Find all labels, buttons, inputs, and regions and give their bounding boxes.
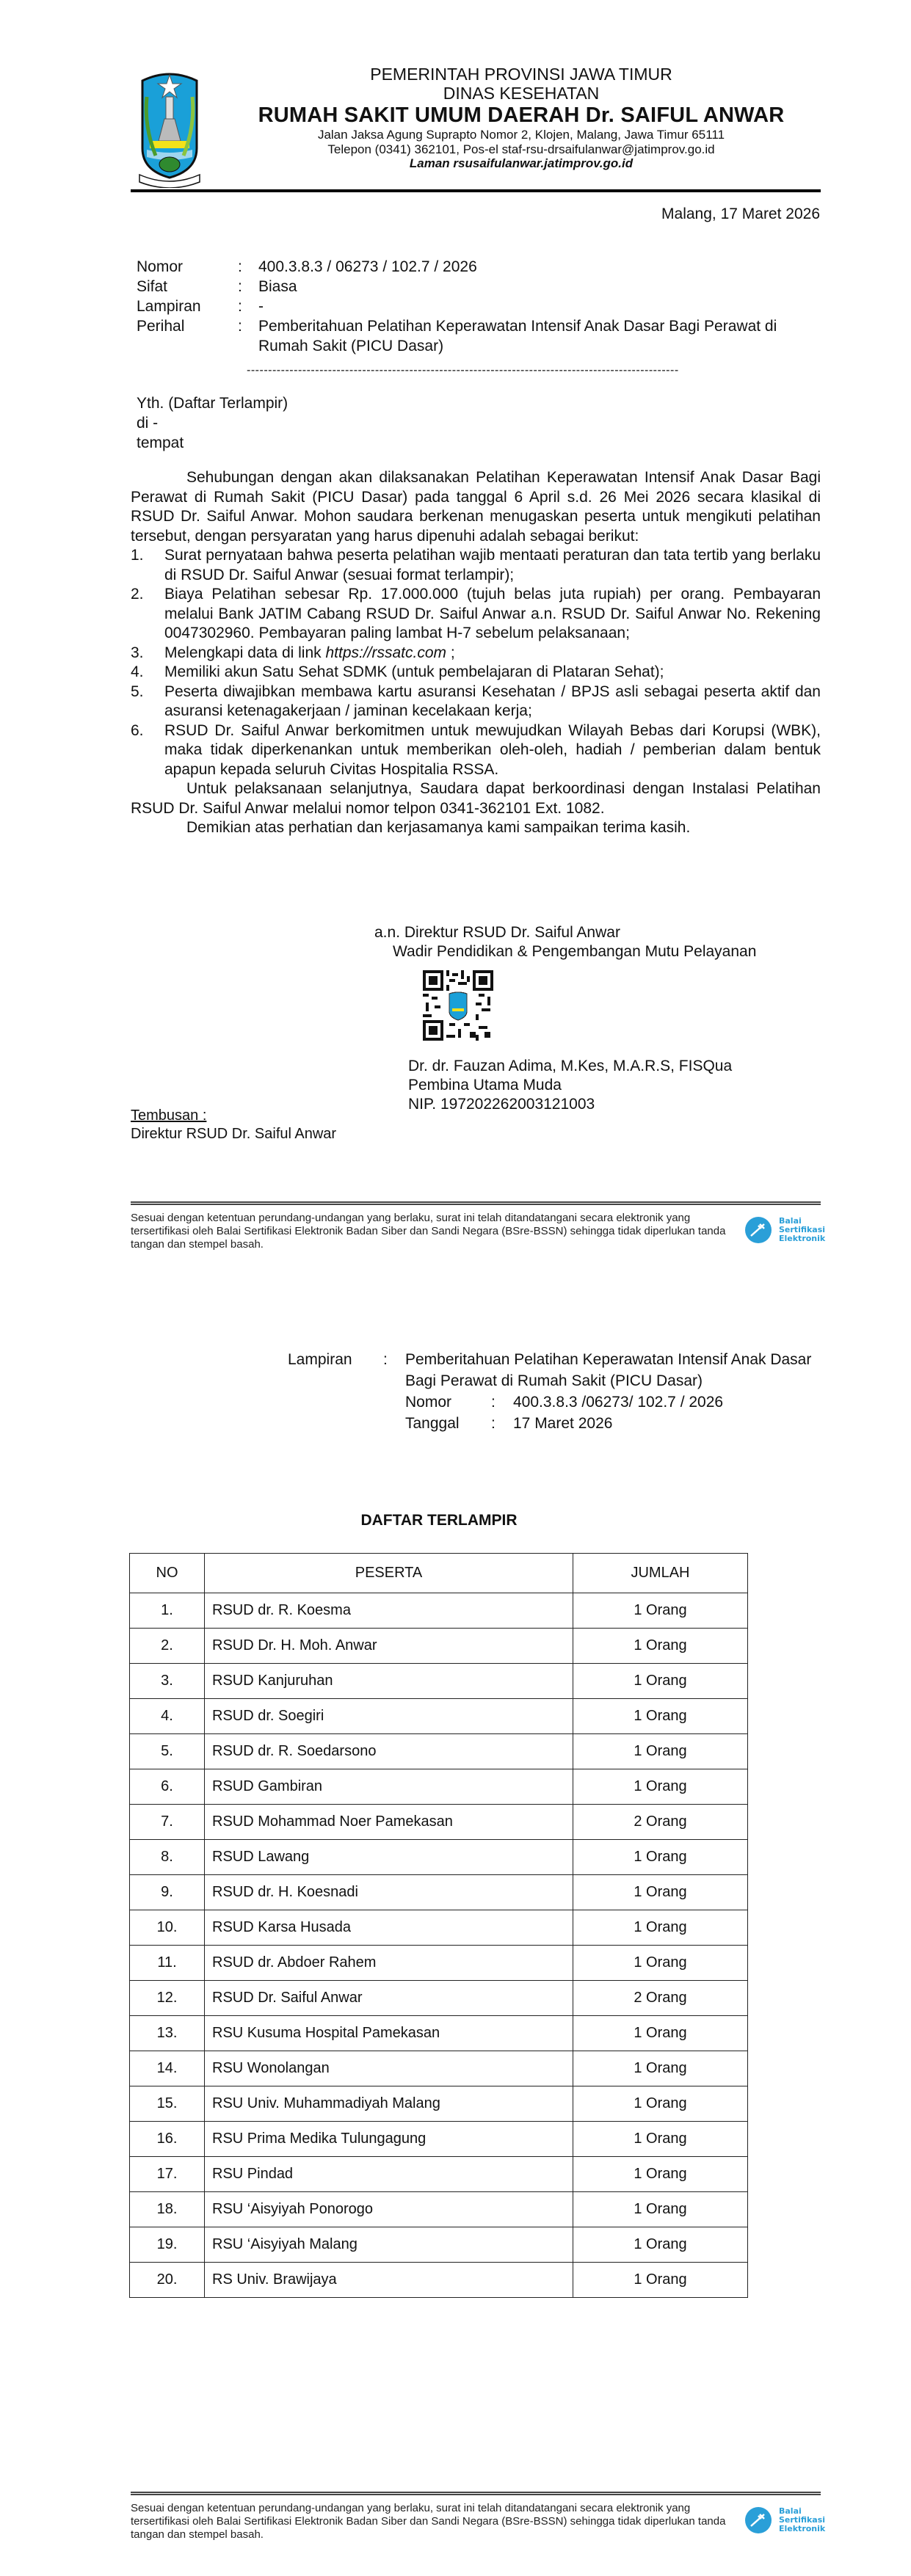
cell-no: 10. [130, 1910, 205, 1946]
requirement-text-suffix: ; [446, 644, 455, 661]
table-row [130, 1840, 748, 1875]
letter-body [131, 468, 821, 838]
subject-underline-dashes: ----------------------------------------------------------------------------------------------------- [247, 364, 679, 376]
table-row [130, 1699, 748, 1734]
signature-block [374, 923, 756, 961]
requirement-item [131, 683, 821, 721]
cell-no: 3. [130, 1664, 205, 1699]
cell-peserta: RSUD Karsa Husada [205, 1910, 573, 1946]
carbon-copy [131, 1107, 336, 1143]
cell-peserta: RSU ‘Aisyiyah Ponorogo [205, 2192, 573, 2227]
bsre-text-line: Sertifikasi [779, 2515, 826, 2525]
cell-no: 17. [130, 2157, 205, 2192]
table-row [130, 1734, 748, 1769]
table-row [130, 2086, 748, 2122]
attachment-subject: Pemberitahuan Pelatihan Keperawatan Intensif Anak Dasar Bagi Perawat di Rumah Sakit (PICU Dasar) [405, 1351, 812, 1389]
cell-jumlah: 1 Orang [573, 1629, 748, 1664]
meta-colon: : [238, 258, 242, 275]
cell-no: 15. [130, 2086, 205, 2122]
cell-peserta: RSU Kusuma Hospital Pamekasan [205, 2016, 573, 2051]
table-row [130, 1981, 748, 2016]
cell-peserta: RSUD Mohammad Noer Pamekasan [205, 1805, 573, 1840]
cell-no: 9. [130, 1875, 205, 1910]
table-header-row [130, 1554, 748, 1593]
cell-jumlah: 1 Orang [573, 2157, 748, 2192]
cell-peserta: RSUD dr. Abdoer Rahem [205, 1946, 573, 1981]
cell-jumlah: 1 Orang [573, 1593, 748, 1629]
signatory-rank: Pembina Utama Muda [408, 1077, 562, 1094]
attachment-value-block [405, 1349, 824, 1434]
footer-esign-notice: Sesuai dengan ketentuan perundang-undangan yang berlaku, surat ini telah ditandatangani secara elektronik yang tersertifikasi oleh Balai Sertifikasi Elektronik Badan Siber dan Sandi Negara (BSre-BSSN) sehingga tidak diperlukan tanda tangan dan stempel basah. [131, 2502, 726, 2541]
bsre-text-line: Balai [779, 1216, 802, 1226]
letterhead-contact: Telepon (0341) 362101, Pos-el staf-rsu-drsaifulanwar@jatimprov.go.id [327, 142, 715, 156]
carbon-copy-label: Tembusan : [131, 1107, 207, 1124]
table-row [130, 1910, 748, 1946]
cell-no: 2. [130, 1629, 205, 1664]
letterhead-website: Laman rsusaifulanwar.jatimprov.go.id [409, 156, 634, 171]
cell-jumlah: 1 Orang [573, 1875, 748, 1910]
attachment-header [288, 1349, 824, 1434]
meta-value: Biasa [258, 278, 297, 295]
meta-colon: : [238, 318, 242, 335]
attachment-nomor-key: Nomor [405, 1394, 452, 1411]
cell-no: 7. [130, 1805, 205, 1840]
requirement-item [131, 663, 821, 683]
cell-no: 8. [130, 1840, 205, 1875]
cell-peserta: RSUD dr. Soegiri [205, 1699, 573, 1734]
meta-row-sifat [137, 277, 821, 296]
bsre-text [779, 2507, 825, 2533]
letter-meta [137, 257, 821, 356]
table-row [130, 2122, 748, 2157]
footer-divider [131, 2492, 821, 2495]
bsre-text-line: Elektronik [779, 1234, 826, 1243]
cell-peserta: RSUD Gambiran [205, 1769, 573, 1805]
meta-row-lampiran [137, 296, 821, 316]
requirement-text: Biaya Pelatihan sebesar Rp. 17.000.000 (tujuh belas juta rupiah) per orang. Pembayaran melalui Bank JATIM Cabang RSUD Dr. Saiful Anwar a.n. RSUD Dr. Saiful Anwar No. Rekening 0047302960. Pembayaran paling lambat H-7 sebelum pelaksanaan; [164, 586, 821, 641]
requirement-number: 6. [131, 721, 144, 739]
letterhead-government: PEMERINTAH PROVINSI JAWA TIMUR [370, 65, 672, 84]
cell-jumlah: 1 Orang [573, 1910, 748, 1946]
attachment-tanggal-row [405, 1413, 824, 1434]
bsre-logo [745, 2501, 826, 2539]
cell-peserta: RSUD Kanjuruhan [205, 1664, 573, 1699]
participant-table [129, 1553, 748, 2298]
cell-jumlah: 1 Orang [573, 2263, 748, 2298]
place-date: Malang, 17 Maret 2026 [661, 205, 820, 222]
requirement-text: RSUD Dr. Saiful Anwar berkomitmen untuk mewujudkan Wilayah Bebas dari Korupsi (WBK), maka tidak diperkenankan untuk memberikan oleh-oleh, hadiah / pemberian dalam bentuk apapun kepada seluruh Civitas Hospitalia RSSA. [164, 721, 821, 778]
qr-code-signature-icon [423, 970, 493, 1041]
bsre-text-line: Elektronik [779, 2524, 826, 2533]
table-row [130, 2157, 748, 2192]
requirements-list [131, 546, 821, 779]
cell-jumlah: 1 Orang [573, 1699, 748, 1734]
cell-no: 11. [130, 1946, 205, 1981]
requirement-number: 1. [131, 547, 144, 564]
cell-peserta: RSUD dr. R. Koesma [205, 1593, 573, 1629]
attachment-tanggal-key: Tanggal [405, 1415, 460, 1432]
cell-peserta: RSUD Lawang [205, 1840, 573, 1875]
cell-peserta: RSUD dr. R. Soedarsono [205, 1734, 573, 1769]
recipient [137, 393, 288, 453]
column-header-jumlah: JUMLAH [573, 1554, 748, 1593]
table-row [130, 2016, 748, 2051]
meta-colon: : [238, 298, 242, 315]
table-row [130, 2192, 748, 2227]
meta-key: Lampiran [137, 298, 201, 315]
cell-jumlah: 1 Orang [573, 1769, 748, 1805]
table-row [130, 1593, 748, 1629]
table-row [130, 2227, 748, 2263]
cell-jumlah: 1 Orang [573, 1946, 748, 1981]
letterhead-department: DINAS KESEHATAN [443, 84, 600, 103]
requirement-item [131, 644, 821, 663]
meta-colon: : [238, 278, 242, 295]
signatory-name: Dr. dr. Fauzan Adima, M.Kes, M.A.R.S, FISQua [408, 1058, 733, 1074]
recipient-place: tempat [137, 434, 184, 451]
requirement-text: Surat pernyataan bahwa peserta pelatihan wajib mentaati peraturan dan tata tertib yang berlaku di RSUD Dr. Saiful Anwar (sesuai format terlampir); [164, 547, 821, 583]
bsre-logo [745, 1211, 826, 1249]
attachment-nomor-value: 400.3.8.3 /06273/ 102.7 / 2026 [513, 1394, 724, 1411]
cell-jumlah: 1 Orang [573, 2051, 748, 2086]
jawa-timur-emblem-icon [137, 68, 203, 188]
meta-row-nomor [137, 257, 821, 277]
recipient-di: di - [137, 415, 159, 432]
closing-paragraph: Demikian atas perhatian dan kerjasamanya kami sampaikan terima kasih. [186, 819, 691, 836]
footer-esign-notice: Sesuai dengan ketentuan perundang-undangan yang berlaku, surat ini telah ditandatangani secara elektronik yang tersertifikasi oleh Balai Sertifikasi Elektronik Badan Siber dan Sandi Negara (BSre-BSSN) sehingga tidak diperlukan tanda tangan dan stempel basah. [131, 1212, 726, 1251]
cell-peserta: RSU Wonolangan [205, 2051, 573, 2086]
cell-peserta: RS Univ. Brawijaya [205, 2263, 573, 2298]
signatory [408, 1057, 732, 1114]
letterhead [220, 65, 822, 171]
cell-jumlah: 1 Orang [573, 2086, 748, 2122]
meta-key: Nomor [137, 258, 184, 275]
requirement-item [131, 721, 821, 780]
cell-no: 12. [130, 1981, 205, 2016]
table-row [130, 1664, 748, 1699]
attachment-key: Lampiran [288, 1351, 352, 1368]
cell-jumlah: 1 Orang [573, 1664, 748, 1699]
letterhead-divider [131, 189, 821, 192]
cell-jumlah: 1 Orang [573, 1734, 748, 1769]
table-row [130, 1769, 748, 1805]
cell-jumlah: 1 Orang [573, 2192, 748, 2227]
cell-no: 16. [130, 2122, 205, 2157]
cell-no: 13. [130, 2016, 205, 2051]
meta-value: Pemberitahuan Pelatihan Keperawatan Intensif Anak Dasar Bagi Perawat di Rumah Sakit (PICU Dasar) [258, 318, 777, 354]
cell-jumlah: 2 Orang [573, 1805, 748, 1840]
bsre-emblem-icon [745, 1217, 772, 1243]
table-row [130, 1629, 748, 1664]
cell-no: 14. [130, 2051, 205, 2086]
intro-paragraph: Sehubungan dengan akan dilaksanakan Pelatihan Keperawatan Intensif Anak Dasar Bagi Perawat di Rumah Sakit (PICU Dasar) pada tanggal 6 April s.d. 26 Mei 2026 secara klasikal di RSUD Dr. Saiful Anwar. Mohon saudara berkenan menugaskan peserta untuk mengikuti pelatihan tersebut, dengan persyaratan yang harus dipenuhi adalah sebagai berikut: [131, 469, 821, 545]
attachment-tanggal-value: 17 Maret 2026 [513, 1415, 613, 1432]
column-header-no: NO [130, 1554, 205, 1593]
requirement-text [164, 644, 821, 663]
cell-peserta: RSUD dr. H. Koesnadi [205, 1875, 573, 1910]
recipient-name: Yth. (Daftar Terlampir) [137, 395, 288, 412]
cell-jumlah: 1 Orang [573, 1840, 748, 1875]
coordination-paragraph: Untuk pelaksanaan selanjutnya, Saudara dapat berkoordinasi dengan Instalasi Pelatihan RSUD Dr. Saiful Anwar melalui nomor telpon 0341-362101 Ext. 1082. [131, 780, 821, 817]
requirement-number: 2. [131, 586, 144, 603]
attachment-nomor-row [405, 1391, 824, 1413]
signatory-nip: NIP. 197202262003121003 [408, 1096, 595, 1113]
requirement-text: Memiliki akun Satu Sehat SDMK (untuk pembelajaran di Plataran Sehat); [164, 663, 664, 680]
cell-no: 6. [130, 1769, 205, 1805]
cell-jumlah: 1 Orang [573, 2122, 748, 2157]
cell-peserta: RSU ‘Aisyiyah Malang [205, 2227, 573, 2263]
cell-peserta: RSU Prima Medika Tulungagung [205, 2122, 573, 2157]
cell-no: 4. [130, 1699, 205, 1734]
attachment-colon: : [383, 1351, 388, 1368]
cell-no: 19. [130, 2227, 205, 2263]
requirement-number: 3. [131, 644, 144, 661]
cell-jumlah: 2 Orang [573, 1981, 748, 2016]
footer-divider [131, 1201, 821, 1205]
cell-peserta: RSUD Dr. H. Moh. Anwar [205, 1629, 573, 1664]
attachment-colon: : [491, 1394, 496, 1411]
signature-position: Wadir Pendidikan & Pengembangan Mutu Pelayanan [393, 943, 757, 960]
requirement-text: Peserta diwajibkan membawa kartu asuransi Kesehatan / BPJS asli sebagai peserta aktif dan asuransi ketenagakerjaan / jaminan kecelakaan kerja; [164, 683, 821, 719]
cell-peserta: RSUD Dr. Saiful Anwar [205, 1981, 573, 2016]
cell-jumlah: 1 Orang [573, 2016, 748, 2051]
table-row [130, 1805, 748, 1840]
cell-jumlah: 1 Orang [573, 2227, 748, 2263]
attachment-colon: : [491, 1415, 496, 1432]
requirement-item [131, 546, 821, 585]
signature-on-behalf: a.n. Direktur RSUD Dr. Saiful Anwar [374, 924, 620, 941]
meta-key: Sifat [137, 278, 168, 295]
table-row [130, 1875, 748, 1910]
meta-row-perihal [137, 316, 821, 356]
meta-value: - [258, 298, 264, 315]
letterhead-address: Jalan Jaksa Agung Suprapto Nomor 2, Klojen, Malang, Jawa Timur 65111 [317, 128, 725, 142]
bsre-text-line: Sertifikasi [779, 1225, 826, 1234]
attachment-subject-row [288, 1349, 824, 1434]
cell-no: 20. [130, 2263, 205, 2298]
cell-no: 18. [130, 2192, 205, 2227]
cell-peserta: RSU Univ. Muhammadiyah Malang [205, 2086, 573, 2122]
carbon-copy-item: Direktur RSUD Dr. Saiful Anwar [131, 1126, 337, 1142]
column-header-peserta: PESERTA [205, 1554, 573, 1593]
meta-value: 400.3.8.3 / 06273 / 102.7 / 2026 [258, 258, 477, 275]
table-row [130, 2263, 748, 2298]
table-row [130, 2051, 748, 2086]
bsre-text [779, 1217, 825, 1243]
cell-no: 1. [130, 1593, 205, 1629]
bsre-emblem-icon [745, 2507, 772, 2533]
cell-peserta: RSU Pindad [205, 2157, 573, 2192]
cell-no: 5. [130, 1734, 205, 1769]
letterhead-hospital-name: RUMAH SAKIT UMUM DAERAH Dr. SAIFUL ANWAR [258, 103, 785, 127]
attachment-list-title: DAFTAR TERLAMPIR [360, 1512, 518, 1529]
table-row [130, 1946, 748, 1981]
meta-key: Perihal [137, 318, 185, 335]
registration-link[interactable]: https://rssatc.com [325, 644, 447, 661]
bsre-text-line: Balai [779, 2506, 802, 2516]
requirement-number: 4. [131, 663, 144, 680]
requirement-item [131, 585, 821, 644]
requirement-text-prefix: Melengkapi data di link [164, 644, 326, 661]
requirement-number: 5. [131, 683, 144, 700]
